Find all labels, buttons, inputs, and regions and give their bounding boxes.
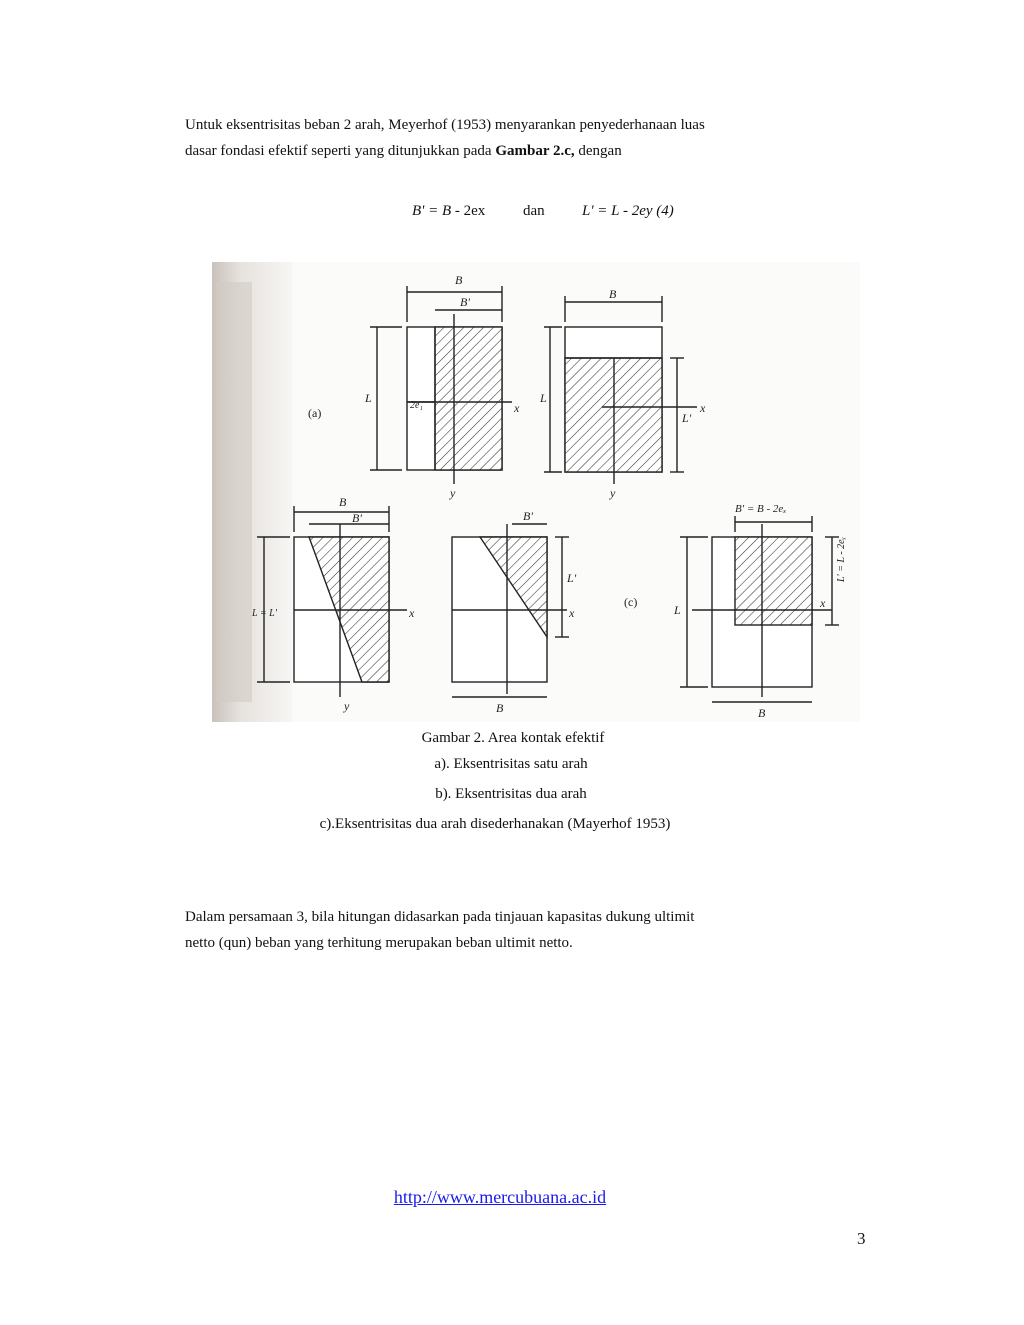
intro-paragraph [185, 112, 805, 164]
label-x-panel-c: x [820, 596, 826, 610]
equation-left-rest: - 2ex [451, 203, 486, 219]
label-l-eq: L' = L - 2eᵧ [836, 537, 847, 582]
label-bprime-panel-b2: B' [523, 509, 533, 523]
footer-link[interactable]: http://www.mercubuana.ac.id [393, 1187, 607, 1207]
caption-title-text: Gambar 2. Area kontak efektif [421, 730, 605, 746]
figure-reference: Gambar 2.c, [495, 143, 575, 159]
equation-left [412, 203, 485, 220]
equation-right: L' = L - 2ey (4) [582, 203, 674, 219]
caption-a-text: a). Eksentrisitas satu arah [434, 756, 588, 772]
closing-paragraph [185, 904, 805, 956]
label-c: (c) [624, 595, 638, 609]
intro-line-1: Untuk eksentrisitas beban 2 arah, Meyerhof (1953) menyarankan penyederhanaan luas [185, 117, 705, 133]
label-l-eq-lprime: L = L' [252, 608, 277, 619]
label-lprime-panel-a2: L' [682, 411, 692, 425]
label-y-panel-a2: y [610, 486, 616, 500]
caption-b-text: b). Eksentrisitas dua arah [435, 786, 587, 802]
label-b-panel-c: B [758, 706, 766, 720]
figure-caption-c [0, 816, 1024, 833]
label-b-panel-b1: B [339, 495, 347, 509]
figure-caption-a [0, 756, 1024, 773]
figure-caption-title [0, 730, 1024, 747]
label-lprime-panel-b2: L' [567, 571, 577, 585]
intro-line-2-suffix: dengan [574, 143, 622, 159]
equation-connector: dan [523, 203, 545, 219]
closing-line-2: netto (qun) beban yang terhitung merupakan beban ultimit netto. [185, 935, 573, 951]
caption-c-text: c).Eksentrisitas dua arah disederhanakan (Mayerhof 1953) [319, 816, 671, 832]
label-y-panel-a1: y [450, 486, 456, 500]
label-l-panel-c: L [674, 603, 681, 617]
label-x-panel-b1: x [409, 606, 415, 620]
label-bprime-panel-a1: B' [460, 295, 470, 309]
intro-line-2-prefix: dasar fondasi efektif seperti yang ditunjukkan pada [185, 143, 496, 159]
label-b-panel-a2: B [609, 287, 617, 301]
label-b-panel-b2: B [496, 701, 504, 715]
label-y-panel-b1: y [344, 699, 350, 713]
foundation-diagram [212, 262, 860, 722]
equation-left-term: B' = B [412, 203, 452, 219]
page-number: 3 [857, 1229, 866, 1248]
label-2ex: 2e₁ [410, 400, 423, 411]
label-b-panel-a1: B [455, 273, 463, 287]
figure-caption-b [0, 786, 1024, 803]
label-x-panel-a1: x [514, 401, 520, 415]
label-bprime-panel-b1: B' [352, 511, 362, 525]
label-l-panel-a2: L [540, 391, 547, 405]
label-x-panel-a2: x [700, 401, 706, 415]
closing-line-1: Dalam persamaan 3, bila hitungan didasarkan pada tinjauan kapasitas dukung ultimit [185, 909, 695, 925]
label-x-panel-b2: x [569, 606, 575, 620]
footer [0, 1187, 1000, 1208]
label-b-eq: B' = B - 2eₓ [735, 503, 787, 515]
label-a: (a) [308, 406, 322, 420]
label-l-panel-a1: L [365, 391, 372, 405]
